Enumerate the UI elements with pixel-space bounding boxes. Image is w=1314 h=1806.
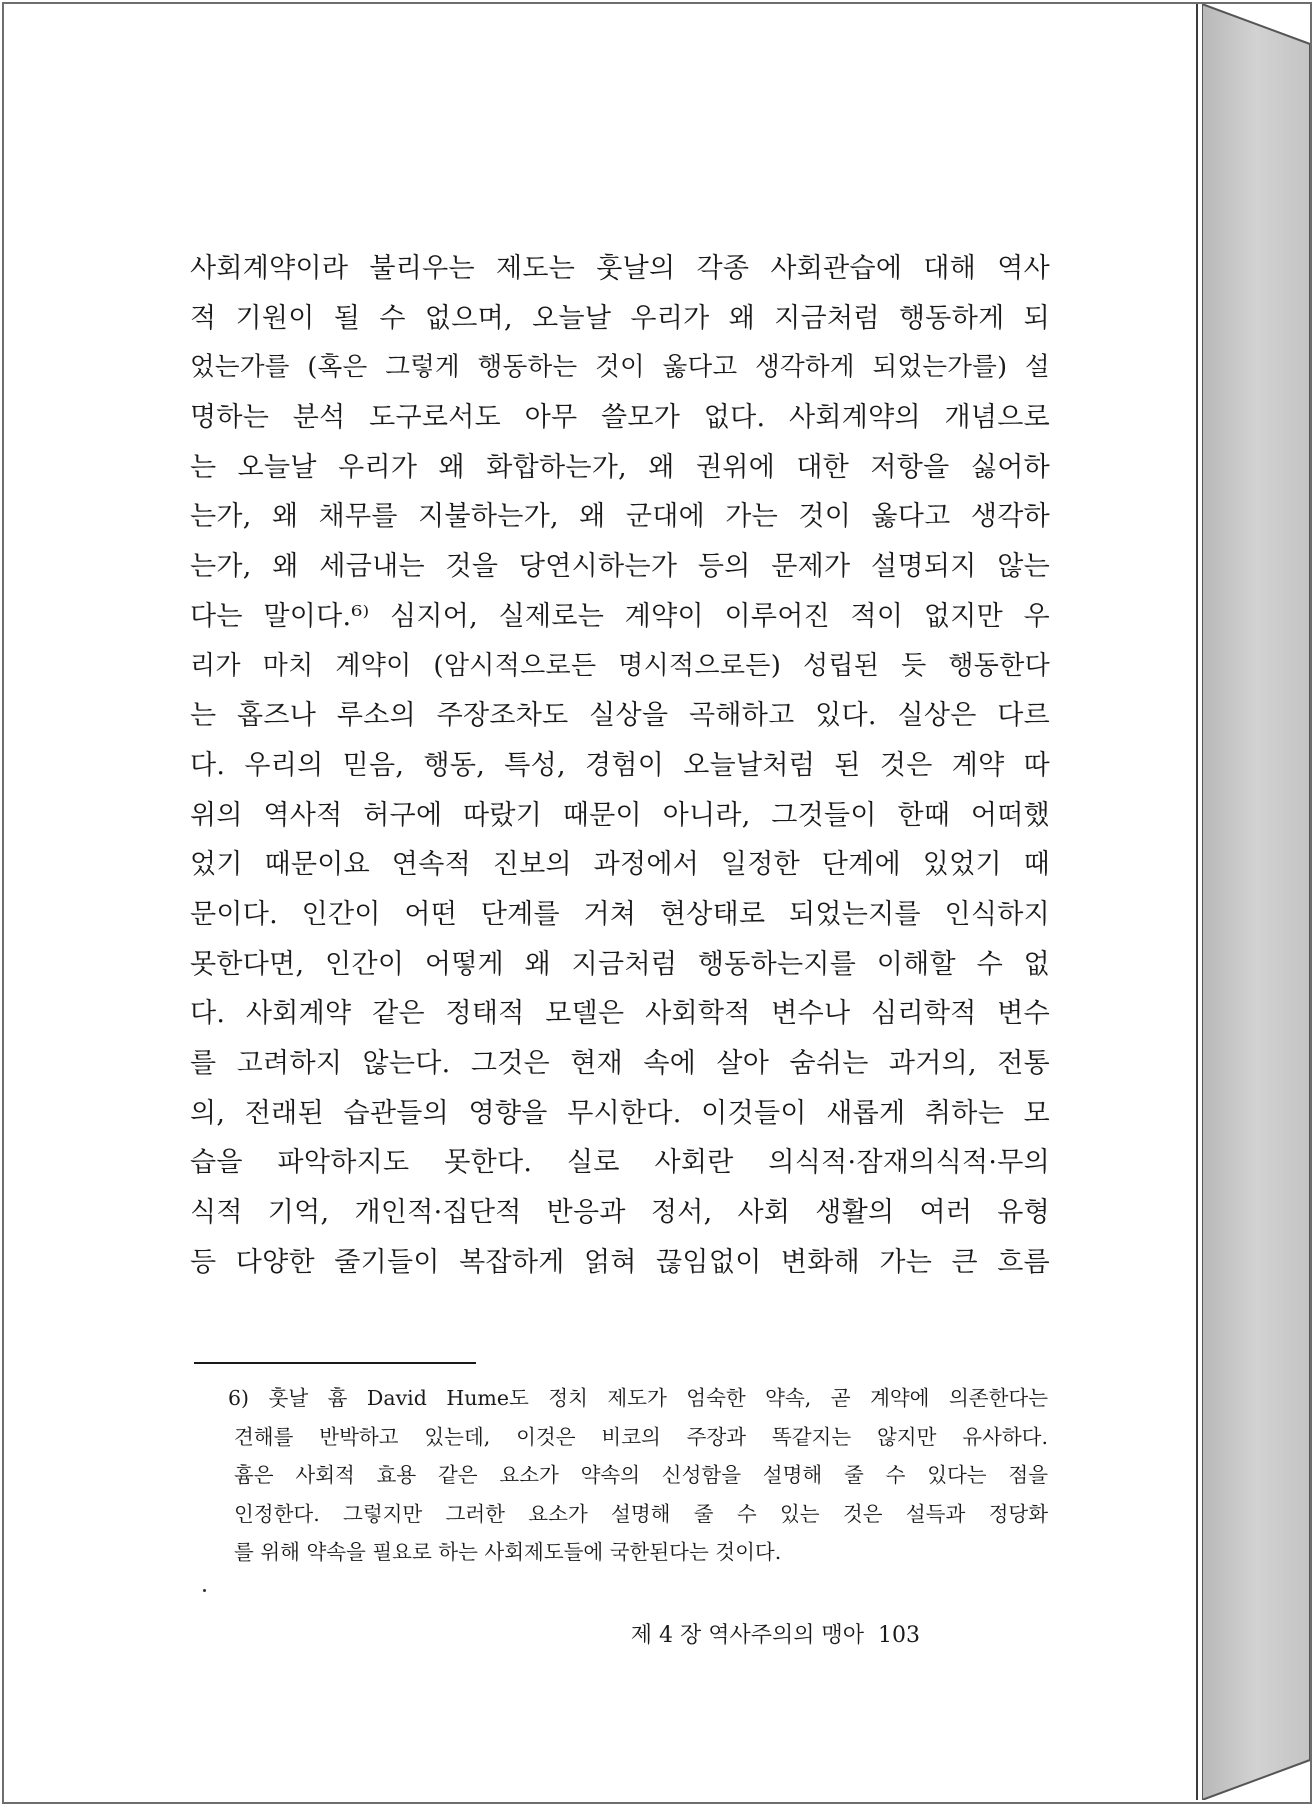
body-line: 는 오늘날 우리가 왜 화합하는가, 왜 권위에 대한 저항을 싫어하 [190, 451, 1050, 483]
body-line: 의, 전래된 습관들의 영향을 무시한다. 이것들이 새롭게 취하는 모 [190, 1097, 1050, 1129]
book-spine [1202, 4, 1310, 1800]
body-line: 는가, 왜 세금내는 것을 당연시하는가 등의 문제가 설명되지 않는 [190, 551, 1050, 583]
body-line: 었기 때문이요 연속적 진보의 과정에서 일정한 단계에 있었기 때 [190, 849, 1050, 881]
body-line: 다. 사회계약 같은 정태적 모델은 사회학적 변수나 심리학적 변수 [190, 998, 1050, 1030]
body-line: 적 기원이 될 수 없으며, 오늘날 우리가 왜 지금처럼 행동하게 되 [190, 302, 1050, 334]
body-line: 식적 기억, 개인적·집단적 반응과 정서, 사회 생활의 여러 유형 [190, 1197, 1050, 1229]
book-page [4, 4, 1198, 1800]
body-line: 습을 파악하지도 못한다. 실로 사회란 의식적·잠재의식적·무의 [190, 1147, 1050, 1179]
body-line: 다. 우리의 믿음, 행동, 특성, 경험이 오늘날처럼 된 것은 계약 따 [190, 749, 1050, 781]
body-line: 등 다양한 줄기들이 복잡하게 얽혀 끊임없이 변화해 가는 큰 흐름 [190, 1246, 1050, 1278]
footnote-line: 6) 훗날 흄 David Hume도 정치 제도가 엄숙한 약속, 곧 계약에 의존한다는 [228, 1386, 1048, 1410]
footnote-line: 흄은 사회적 효용 같은 요소가 약속의 신성함을 설명해 줄 수 있다는 점을 [234, 1463, 1048, 1487]
body-line: 위의 역사적 허구에 따랐기 때문이 아니라, 그것들이 한때 어떠했 [190, 799, 1050, 831]
stray-mark [203, 1589, 206, 1592]
footnote-divider [194, 1362, 476, 1364]
body-line: 명하는 분석 도구로서도 아무 쓸모가 없다. 사회계약의 개념으로 [190, 402, 1050, 434]
footnote-line: 견해를 반박하고 있는데, 이것은 비코의 주장과 똑같지는 않지만 유사하다. [234, 1424, 1048, 1449]
body-line: 를 고려하지 않는다. 그것은 현재 속에 살아 숨쉬는 과거의, 전통 [190, 1048, 1050, 1079]
running-footer [617, 1618, 920, 1649]
chapter-title: 제 4 장 역사주의의 맹아 [630, 1623, 864, 1648]
footnote-line: 인정한다. 그렇지만 그러한 요소가 설명해 줄 수 있는 것은 설득과 정당화 [234, 1501, 1048, 1526]
body-line: 는가, 왜 채무를 지불하는가, 왜 군대에 가는 것이 옳다고 생각하 [190, 501, 1050, 533]
footnote-line: 를 위해 약속을 필요로 하는 사회제도들에 국한된다는 것이다. [234, 1540, 782, 1564]
page-number: 103 [878, 1623, 920, 1648]
footnotes [228, 1379, 1048, 1572]
body-line: 문이다. 인간이 어떤 단계를 거쳐 현상태로 되었는지를 인식하지 [190, 898, 1050, 930]
body-text [190, 244, 1050, 1287]
body-line: 는 홉즈나 루소의 주장조차도 실상을 곡해하고 있다. 실상은 다르 [190, 700, 1050, 732]
body-line: 못한다면, 인간이 어떻게 왜 지금처럼 행동하는지를 이해할 수 없 [190, 948, 1050, 980]
body-line: 다는 말이다.⁶⁾ 심지어, 실제로는 계약이 이루어진 적이 없지만 우 [190, 600, 1050, 632]
body-line: 사회계약이라 불리우는 제도는 훗날의 각종 사회관습에 대해 역사 [190, 253, 1050, 284]
body-line: 리가 마치 계약이 (암시적으로든 명시적으로든) 성립된 듯 행동한다 [190, 650, 1050, 681]
body-line: 었는가를 (혹은 그렇게 행동하는 것이 옳다고 생각하게 되었는가를) 설 [190, 352, 1050, 383]
